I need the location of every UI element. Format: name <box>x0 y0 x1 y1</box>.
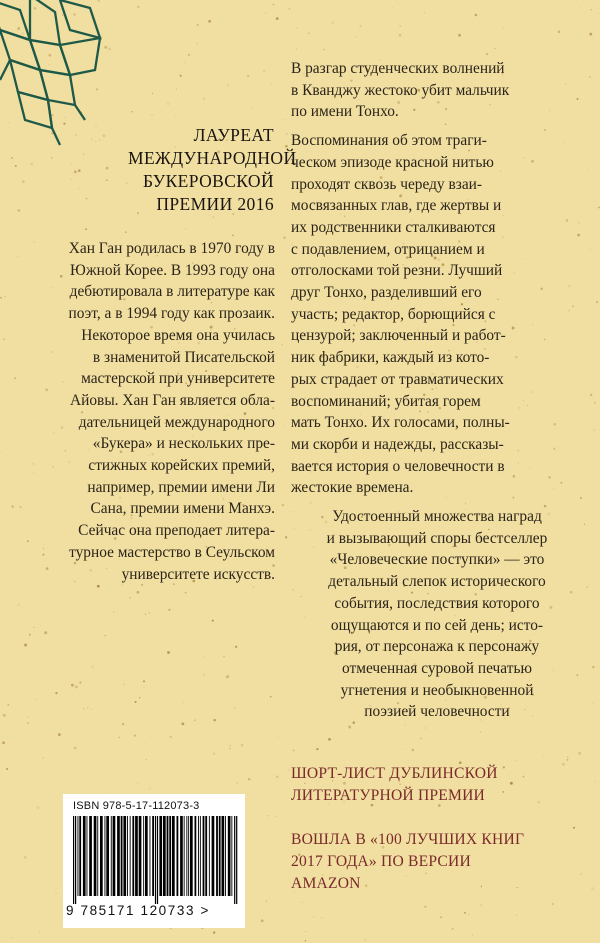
top100-line: ВОШЛА В «100 ЛУЧШИХ КНИГ <box>291 831 525 848</box>
award-heading-line: БУКЕРОВСКОЙ <box>142 171 274 191</box>
text-line: рых страдает от травматических <box>291 370 504 388</box>
text-line: Воспоминания об этом траги- <box>291 132 487 150</box>
text-line: события, последствия которого <box>334 594 540 612</box>
text-line: и вызывающий споры бестселлер <box>326 529 548 547</box>
bio-line: Сейчас она преподает литера- <box>78 522 275 540</box>
text-line: в Кванджу жестоко убит мальчик <box>291 81 510 99</box>
text-line: жестокие времена. <box>291 479 414 497</box>
text-line: цензурой; заключенный и работ- <box>291 327 506 345</box>
shortlist-line: ЛИТЕРАТУРНОЙ ПРЕМИИ <box>291 787 486 804</box>
barcode-bars <box>67 816 241 904</box>
isbn-barcode <box>63 794 245 928</box>
amazon-top100-note <box>291 829 524 895</box>
bio-line: дебютировала в литературе как <box>69 283 275 301</box>
text-line: участь; редактор, борющийся с <box>291 305 496 323</box>
award-heading-line: МЕЖДУНАРОДНОЙ <box>128 148 297 168</box>
text-line: ощущаются и по сей день; исто- <box>330 616 544 634</box>
text-line: ми скорби и надежды, рассказы- <box>291 435 504 453</box>
text-line: проходят сквозь череду взаи- <box>291 175 483 193</box>
text-line: мать Тонхо. Их голосами, полны- <box>291 414 510 432</box>
text-line: мосвязанных глав, где жертвы и <box>291 197 502 215</box>
text-line: угнетения и необыкновенной <box>340 681 534 699</box>
text-line: В разгар студенческих волнений <box>291 60 505 77</box>
text-line: поэзией человечности <box>364 703 510 721</box>
synopsis <box>291 58 583 730</box>
text-line: «Человеческие поступки» — это <box>329 551 545 569</box>
top100-line: 2017 ГОДА» ПО ВЕРСИИ <box>291 853 471 870</box>
award-heading-line: ЛАУРЕАТ <box>193 125 274 145</box>
text-line: их родственники сталкиваются <box>291 218 496 236</box>
bio-line: мастерской при университете <box>81 370 275 388</box>
shortlist-note <box>291 763 498 807</box>
isbn-label: ISBN 978-5-17-112073-3 <box>73 800 200 812</box>
text-line: Удостоенный множества наград <box>332 508 542 526</box>
bio-line: дательницей международного <box>78 413 275 431</box>
bio-line: университете искусств. <box>121 565 275 583</box>
text-line: вается история о человечности в <box>291 457 505 475</box>
bio-line: Сана, премии имени Манхэ. <box>90 500 275 518</box>
text-line: друг Тонхо, разделивший его <box>291 284 482 302</box>
bio-line: поэт, а в 1994 году как прозаик. <box>68 305 275 323</box>
geometric-ornament <box>0 0 120 150</box>
bio-line: «Букера» и нескольких пре- <box>92 435 275 453</box>
bio-line: турное мастерство в Сеульском <box>69 543 275 561</box>
synopsis-paragraph-1 <box>291 58 583 123</box>
bio-line: Хан Ган родилась в 1970 году в <box>68 240 275 257</box>
author-bio <box>35 238 275 585</box>
ean-digits: 9 785171 120733 > <box>66 903 210 918</box>
bio-line: Южной Корее. В 1993 году она <box>70 261 275 279</box>
text-line: воспоминаний; убитая горем <box>291 392 481 410</box>
text-line: отголосками той резни. Лучший <box>291 262 503 280</box>
award-heading <box>128 124 297 216</box>
synopsis-paragraph-2 <box>291 130 583 499</box>
shortlist-line: ШОРТ-ЛИСТ ДУБЛИНСКОЙ <box>291 765 498 782</box>
top100-line: AMAZON <box>291 875 361 892</box>
text-line: ник фабрики, каждый из кото- <box>291 349 490 367</box>
text-line: рия, от персонажа к персонажу <box>334 638 540 656</box>
text-line: отмеченная суровой печатью <box>342 659 532 677</box>
text-line: по имени Тонхо. <box>291 103 399 121</box>
award-heading-line: ПРЕМИИ 2016 <box>156 194 274 214</box>
text-line: ческом эпизоде красной нитью <box>291 153 494 171</box>
bio-line: Некоторое время она училась <box>81 326 275 344</box>
text-line: детальный слепок исторического <box>328 573 546 591</box>
bio-line: в знаменитой Писательской <box>92 348 275 366</box>
bio-line: стижных корейских премий, <box>88 457 275 475</box>
bio-line: Айовы. Хан Ган является обла- <box>70 391 275 409</box>
bio-line: например, премии имени Ли <box>87 478 275 496</box>
synopsis-paragraph-3 <box>291 506 583 723</box>
text-line: с подавлением, отрицанием и <box>291 240 485 258</box>
